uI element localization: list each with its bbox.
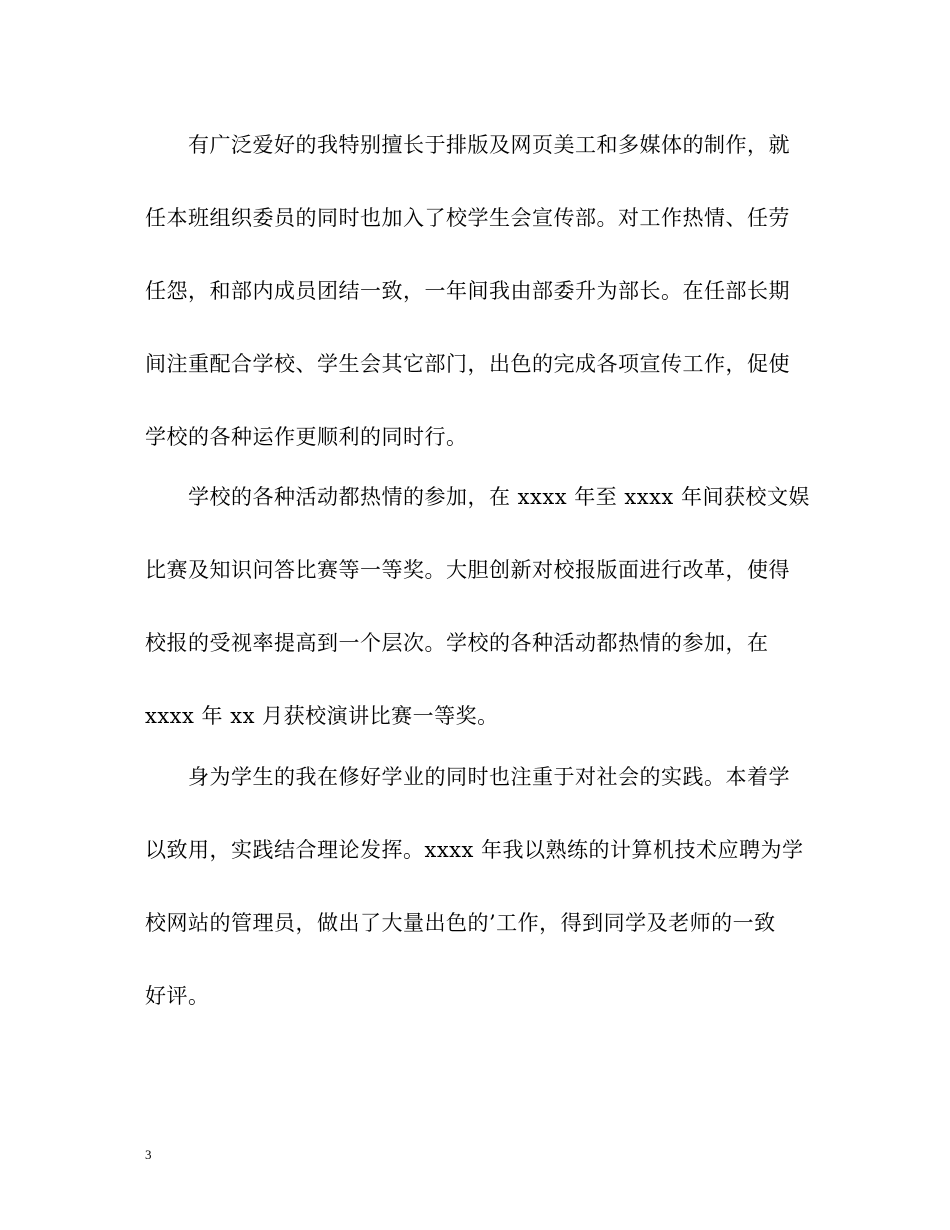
paragraph-3-line-4: 好评。 <box>145 984 210 1008</box>
paragraph-2-line-2: 比赛及知识问答比赛等一等奖。大胆创新对校报版面进行改革，使得 <box>145 558 790 582</box>
paragraph-1-line-3: 任怨，和部内成员团结一致，一年间我由部委升为部长。在任部长期 <box>145 279 790 303</box>
paragraph-1-line-5: 学校的各种运作更顺利的同时行。 <box>145 425 468 449</box>
paragraph-1-line-1: 有广泛爱好的我特别擅长于排版及网页美工和多媒体的制作，就 <box>188 133 790 157</box>
paragraph-2-line-1: 学校的各种活动都热情的参加，在 xxxx 年至 xxxx 年间获校文娱 <box>188 485 810 509</box>
page-number: 3 <box>145 1147 152 1162</box>
paragraph-2-line-4: xxxx 年 xx 月获校演讲比赛一等奖。 <box>145 704 499 728</box>
paragraph-3-line-3: 校网站的管理员，做出了大量出色的’工作，得到同学及老师的一致 <box>145 911 776 935</box>
paragraph-1-line-4: 间注重配合学校、学生会其它部门，出色的完成各项宣传工作，促使 <box>145 352 790 376</box>
paragraph-3-line-1: 身为学生的我在修好学业的同时也注重于对社会的实践。本着学 <box>188 765 790 789</box>
paragraph-3-line-2: 以致用，实践结合理论发挥。xxxx 年我以熟练的计算机技术应聘为学 <box>145 838 804 862</box>
paragraph-2-line-3: 校报的受视率提高到一个层次。学校的各种活动都热情的参加，在 <box>145 631 769 655</box>
paragraph-1-line-2: 任本班组织委员的同时也加入了校学生会宣传部。对工作热情、任劳 <box>145 206 790 230</box>
